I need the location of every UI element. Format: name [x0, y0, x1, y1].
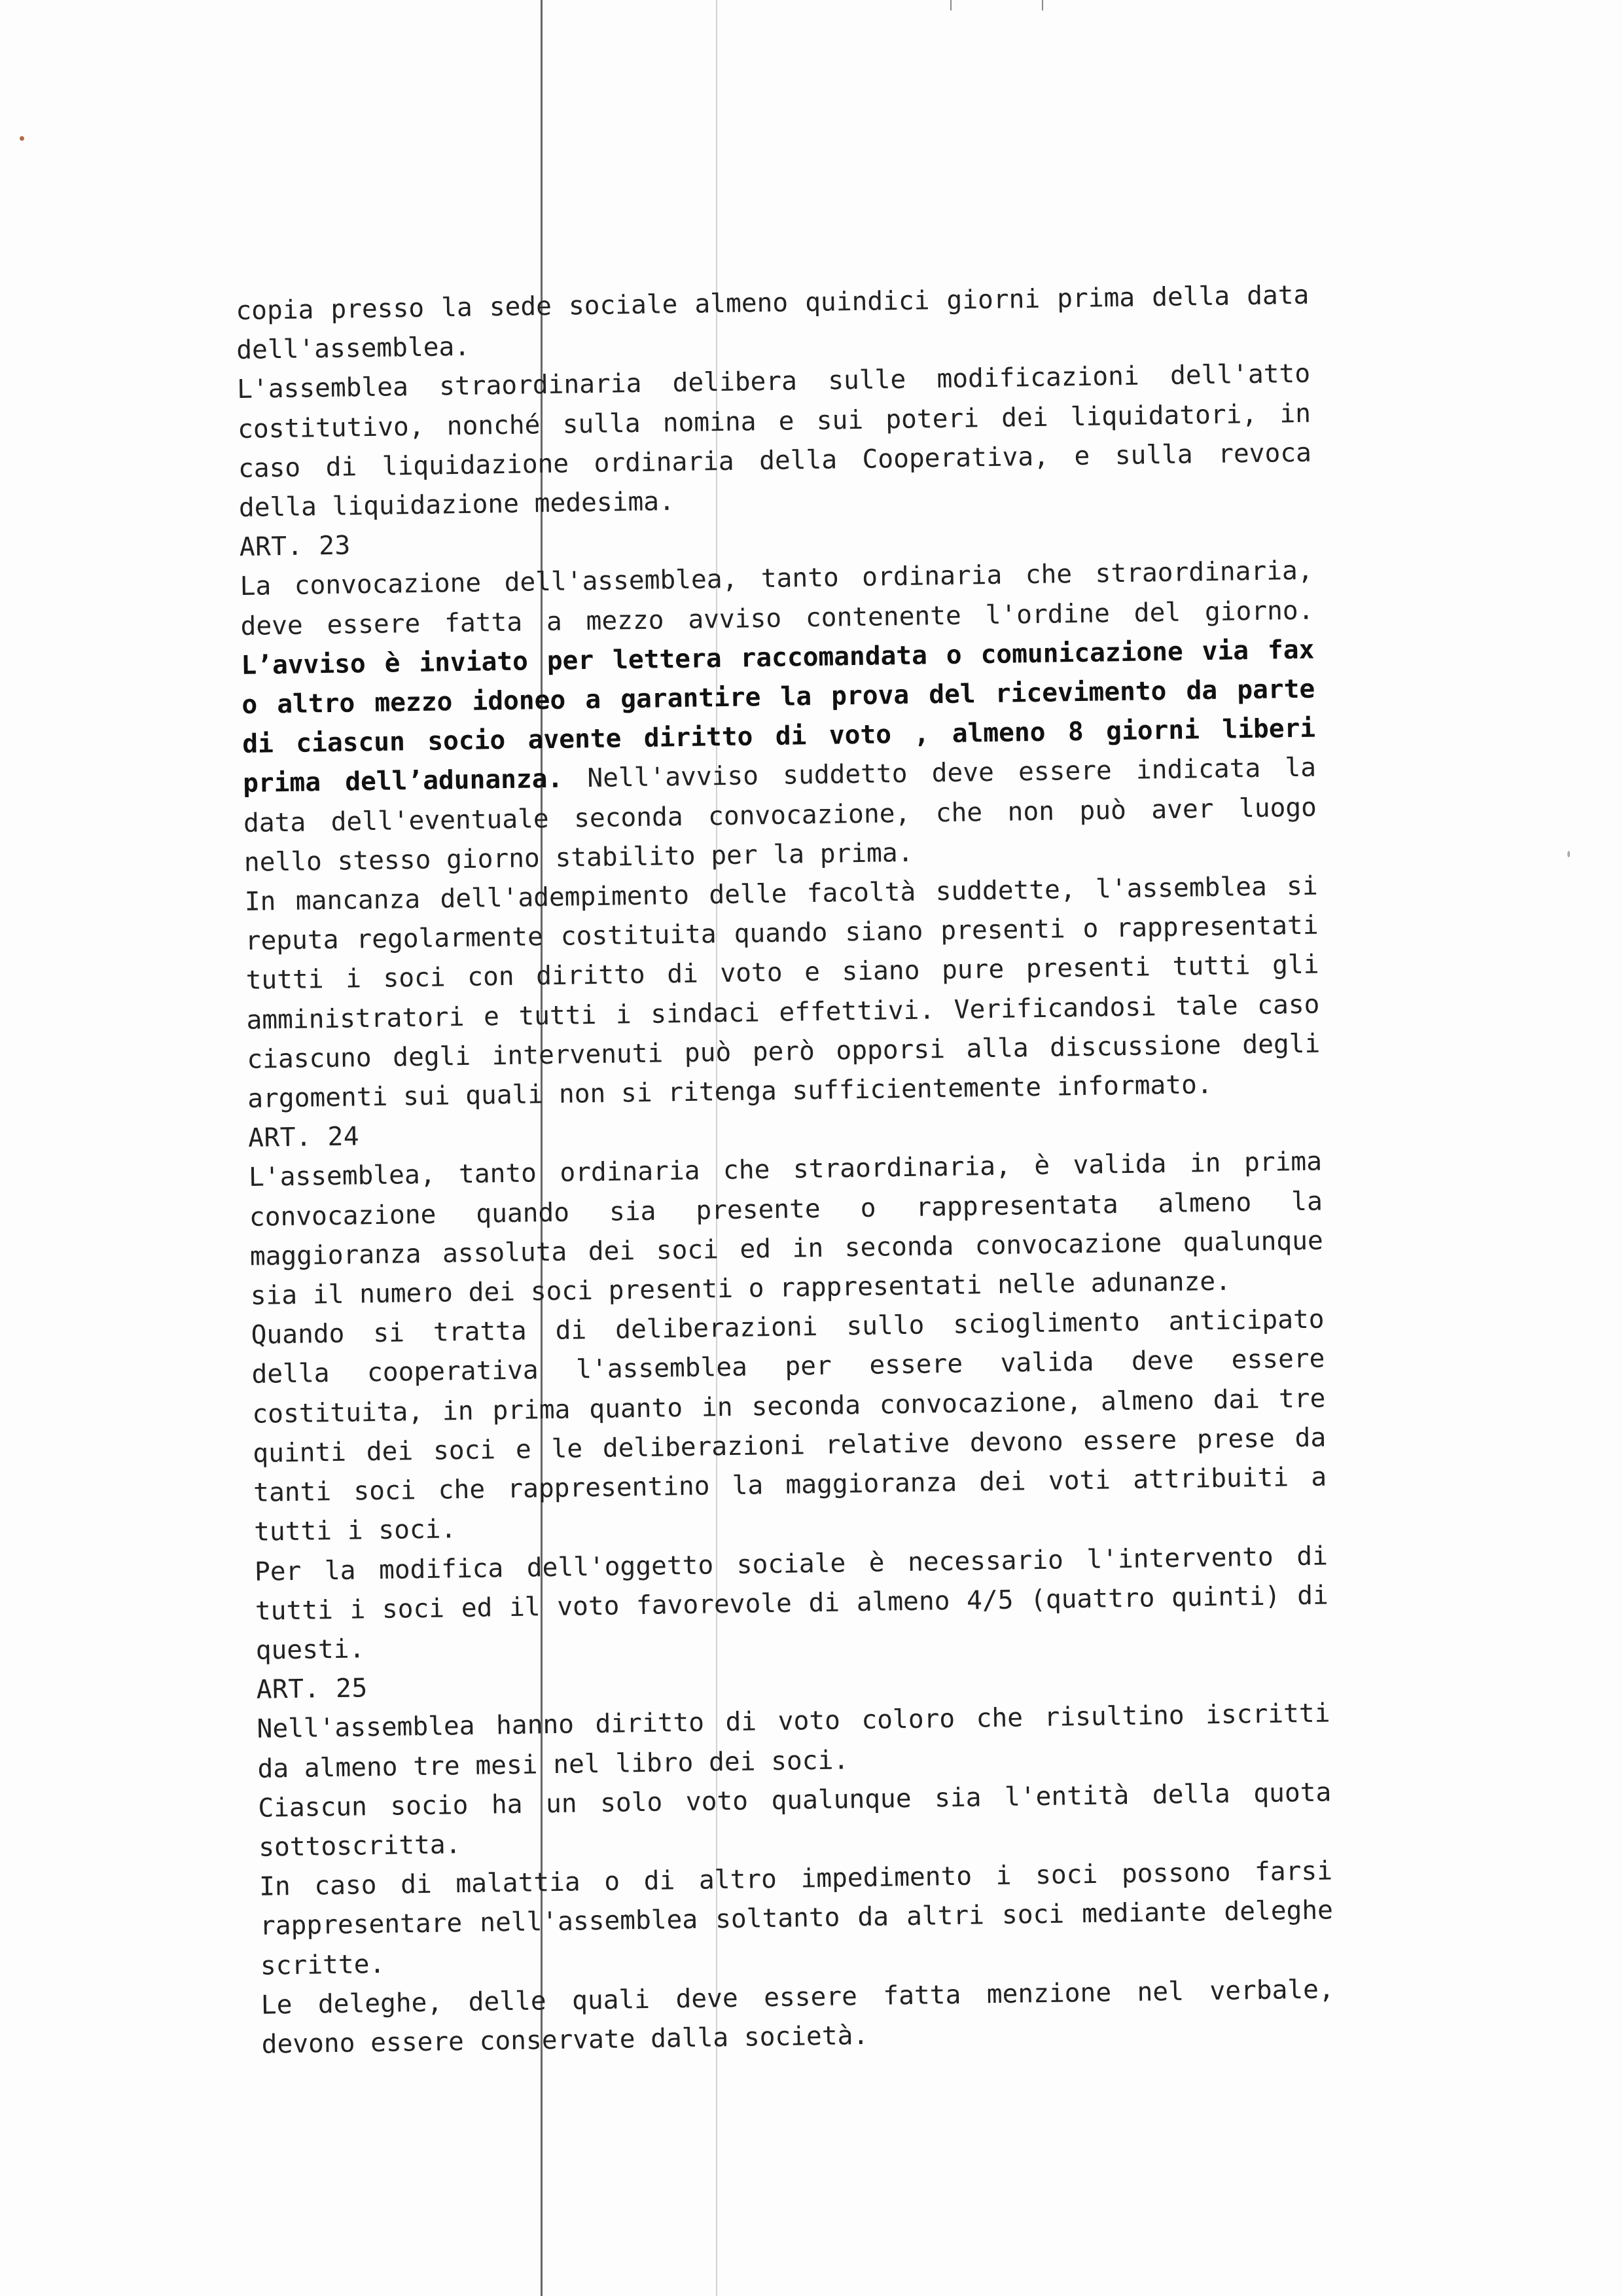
paragraph [240, 551, 1317, 882]
paragraph-text: La convocazione dell'assemblea, tanto ordinaria che straordinaria, deve essere fatta a mezzo avviso contenente l'ordine del giorno. [240, 556, 1314, 641]
paragraph: In caso di malattia o di altro impedimento i soci possono farsi rappresentare nell'assemblea soltanto da altri soci mediante deleghe scritte. [259, 1856, 1334, 1981]
paragraph: Le deleghe, delle quali deve essere fatta menzione nel verbale, devono essere conservate dalla società. [260, 1974, 1335, 2060]
paragraph: In mancanza dell'adempimento delle facoltà suddette, l'assemblea si reputa regolarmente costituita quando siano presenti o rappresentati tutti i soci con diritto di voto e siano pure presenti tutti gli amministratori e tutti i sindaci effettivi. Verificandosi tale caso ciascuno degli intervenuti può però opporsi alla discussione degli argomenti sui quali non si ritenga sufficientemente informato. [244, 870, 1321, 1114]
paragraph: Quando si tratta di deliberazioni sullo scioglimento anticipato della cooperativa l'assemblea per essere valida deve essere costituita, in prima quanto in seconda convocazione, almeno dai tre quinti dei soci e le deliberazioni relative devono essere prese da tanti soci che rappresentino la maggioranza dei voti attribuiti a tutti i soci. [251, 1304, 1327, 1548]
scan-speck [20, 136, 24, 141]
paragraph: Ciascun socio ha un solo voto qualunque sia l'entità della quota sottoscritta. [258, 1777, 1332, 1863]
paragraph: Per la modifica dell'oggetto sociale è necessario l'intervento di tutti i soci ed il voto favorevole di almeno 4/5 (quattro quinti) di questi. [254, 1540, 1329, 1666]
article-heading: ART. 23 [239, 530, 351, 563]
paragraph: Nell'assemblea hanno diritto di voto coloro che risultino iscritti da almeno tre mesi nel libro dei soci. [257, 1698, 1330, 1784]
article-heading: ART. 25 [256, 1673, 368, 1705]
paragraph-text: Nell'avviso suddetto deve essere indicata la data dell'eventuale seconda convocazione, che non può aver luogo nello stesso giorno stabilito per la prima. [243, 753, 1317, 878]
scan-edge-mark [950, 0, 952, 10]
scan-edge-mark [1042, 0, 1043, 10]
paragraph: copia presso la sede sociale almeno quindici giorni prima della data dell'assemblea. [236, 279, 1310, 366]
bold-text: L’avviso è inviato per lettera raccomandata o comunicazione via fax o altro mezzo idoneo a garantire la prova del ricevimento da parte di ciascun socio avente diritto di voto , almeno 8 giorni liberi prima dell’adunanza. [241, 634, 1316, 799]
paragraph: L'assemblea straordinaria delibera sulle modificazioni dell'atto costitutivo, nonché sulla nomina e sui poteri dei liquidatori, in caso di liquidazione ordinaria della Cooperativa, e sulla revoca della liquidazione medesima. [236, 359, 1312, 523]
document-body [236, 276, 1335, 2064]
paragraph: L'assemblea, tanto ordinaria che straordinaria, è valida in prima convocazione quando sia presente o rappresentata almeno la maggioranza assoluta dei soci ed in seconda convocazione qualunque sia il numero dei soci presenti o rappresentati nelle adunanze. [248, 1146, 1324, 1311]
scan-speck [1567, 851, 1570, 857]
article-heading: ART. 24 [247, 1121, 360, 1154]
